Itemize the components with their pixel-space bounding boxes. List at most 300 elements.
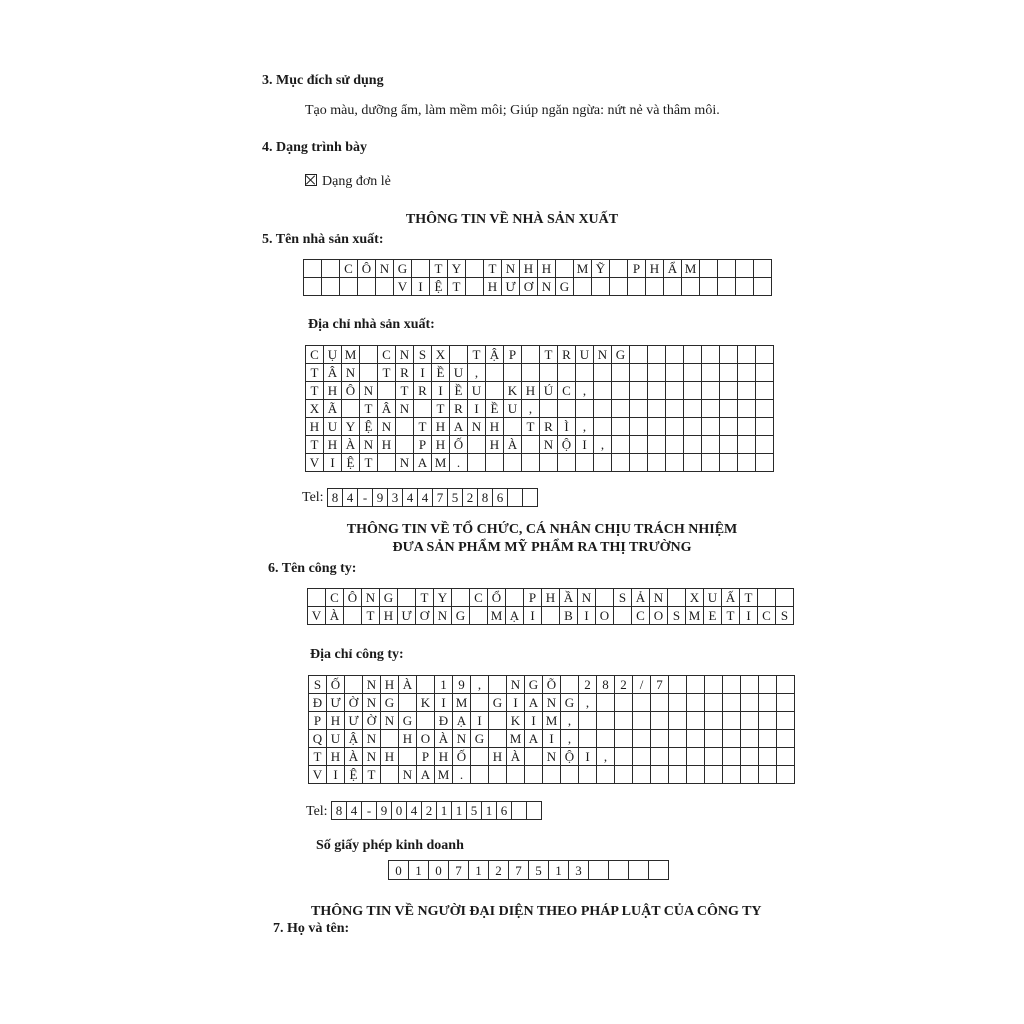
manufacturer-address-cell: [630, 454, 648, 472]
manufacturer-name-cell: G: [556, 278, 574, 296]
manufacturer-address-cell: [738, 382, 756, 400]
manufacturer-address-cell: [396, 436, 414, 454]
manufacturer-address-cell: [540, 364, 558, 382]
company-address-cell: H: [381, 748, 399, 766]
company-name-cell: T: [416, 589, 434, 607]
manufacturer-tel-cell: 4: [418, 489, 433, 507]
manufacturer-address-cell: [558, 400, 576, 418]
manufacturer-name-cell: [718, 260, 736, 278]
company-address-cell: ,: [561, 712, 579, 730]
manufacturer-tel-cell: 6: [493, 489, 508, 507]
company-address-cell: [525, 748, 543, 766]
manufacturer-address-cell: Â: [378, 400, 396, 418]
manufacturer-address-cell: T: [414, 418, 432, 436]
company-address-cell: [597, 712, 615, 730]
company-name-cell: [452, 589, 470, 607]
company-address-cell: [615, 730, 633, 748]
company-name-cell: S: [668, 607, 686, 625]
company-address-cell: N: [363, 676, 381, 694]
company-name-cell: Ư: [398, 607, 416, 625]
business-license-cell: [589, 861, 609, 880]
company-address-cell: [417, 712, 435, 730]
company-address-cell: [579, 730, 597, 748]
manufacturer-address-cell: [486, 454, 504, 472]
manufacturer-address-cell: [648, 400, 666, 418]
manufacturer-address-cell: U: [576, 346, 594, 364]
manufacturer-address-cell: V: [306, 454, 324, 472]
manufacturer-address-cell: [648, 382, 666, 400]
company-address-cell: M: [543, 712, 561, 730]
company-address-cell: 9: [453, 676, 471, 694]
company-address-cell: Đ: [435, 712, 453, 730]
company-address-cell: [615, 694, 633, 712]
company-address-cell: [633, 730, 651, 748]
company-address-cell: [759, 712, 777, 730]
manufacturer-name-cell: [628, 278, 646, 296]
company-address-cell: 2: [615, 676, 633, 694]
company-name-cell: Ô: [344, 589, 362, 607]
manufacturer-address-row: [306, 382, 774, 400]
manufacturer-name-row: [304, 260, 772, 278]
company-address-cell: H: [399, 730, 417, 748]
company-address-cell: [705, 730, 723, 748]
manufacturer-address-cell: [360, 364, 378, 382]
company-address-cell: [651, 730, 669, 748]
manufacturer-address-cell: U: [450, 364, 468, 382]
manufacturer-address-cell: [468, 454, 486, 472]
manufacturer-address-cell: N: [468, 418, 486, 436]
manufacturer-name-cell: P: [628, 260, 646, 278]
manufacturer-tel-cell: [508, 489, 523, 507]
manufacturer-address-cell: N: [540, 436, 558, 454]
manufacturer-address-cell: [756, 454, 774, 472]
manufacturer-address-cell: [756, 382, 774, 400]
company-address-cell: G: [561, 694, 579, 712]
company-name-cell: [668, 589, 686, 607]
company-name-cell: T: [722, 607, 740, 625]
company-name-cell: [596, 589, 614, 607]
company-address-cell: [777, 694, 795, 712]
company-tel-cell: 1: [482, 802, 497, 820]
company-address-row: [309, 766, 795, 784]
company-address-cell: 1: [435, 676, 453, 694]
company-name-cell: I: [524, 607, 542, 625]
manufacturer-address-cell: G: [612, 346, 630, 364]
manufacturer-address-cell: [612, 400, 630, 418]
manufacturer-name-cell: C: [340, 260, 358, 278]
manufacturer-address-cell: T: [360, 400, 378, 418]
manufacturer-tel-cell: 3: [388, 489, 403, 507]
manufacturer-address-row: [306, 436, 774, 454]
company-name-cell: O: [596, 607, 614, 625]
company-address-cell: N: [399, 766, 417, 784]
manufacturer-address-cell: T: [306, 364, 324, 382]
company-tel-cell: 8: [332, 802, 347, 820]
company-address-cell: Đ: [309, 694, 327, 712]
manufacturer-address-cell: [720, 436, 738, 454]
manufacturer-address-cell: [684, 418, 702, 436]
company-address-cell: À: [345, 748, 363, 766]
company-name-cell: [470, 607, 488, 625]
manufacturer-address-cell: I: [468, 400, 486, 418]
business-license-cell: 1: [409, 861, 429, 880]
company-address-cell: [345, 676, 363, 694]
manufacturer-address-cell: [630, 382, 648, 400]
company-address-cell: [669, 694, 687, 712]
company-address-cell: ,: [471, 676, 489, 694]
company-address-cell: H: [327, 748, 345, 766]
manufacturer-address-cell: Y: [342, 418, 360, 436]
company-address-cell: .: [453, 766, 471, 784]
manufacturer-tel-cell: [523, 489, 538, 507]
manufacturer-section-title: THÔNG TIN VỀ NHÀ SẢN XUẤT: [405, 212, 619, 227]
company-address-cell: [777, 766, 795, 784]
manufacturer-address-cell: [594, 400, 612, 418]
company-address-row: [309, 730, 795, 748]
manufacturer-address-cell: Ô: [342, 382, 360, 400]
business-license-cell: [629, 861, 649, 880]
manufacturer-address-cell: Ố: [450, 436, 468, 454]
company-address-cell: Q: [309, 730, 327, 748]
manufacturer-address-cell: [756, 364, 774, 382]
company-address-cell: N: [363, 748, 381, 766]
manufacturer-address-cell: R: [396, 364, 414, 382]
manufacturer-address-cell: Ụ: [324, 346, 342, 364]
company-address-cell: I: [327, 766, 345, 784]
manufacturer-address-cell: [504, 364, 522, 382]
manufacturer-address-cell: [612, 418, 630, 436]
company-address-cell: [615, 748, 633, 766]
company-tel-cell: [527, 802, 542, 820]
manufacturer-name-cell: N: [376, 260, 394, 278]
manufacturer-name-cell: [466, 260, 484, 278]
manufacturer-address-cell: T: [378, 364, 396, 382]
manufacturer-address-cell: [666, 454, 684, 472]
company-address-cell: [489, 712, 507, 730]
manufacturer-address-cell: T: [522, 418, 540, 436]
company-address-cell: [705, 748, 723, 766]
manufacturer-address-cell: T: [360, 454, 378, 472]
company-address-row: [309, 694, 795, 712]
manufacturer-address-cell: [702, 382, 720, 400]
company-tel-row: [332, 802, 542, 820]
presentation-option-label: Dạng đơn lẻ: [322, 174, 391, 189]
company-address-cell: [489, 766, 507, 784]
company-address-cell: [561, 676, 579, 694]
manufacturer-address-cell: À: [504, 436, 522, 454]
company-address-cell: I: [507, 694, 525, 712]
manufacturer-address-cell: [684, 436, 702, 454]
company-name-row: [308, 589, 794, 607]
company-address-cell: [507, 766, 525, 784]
company-address-cell: 2: [579, 676, 597, 694]
manufacturer-address-cell: [342, 400, 360, 418]
manufacturer-address-cell: H: [432, 436, 450, 454]
company-address-cell: [687, 730, 705, 748]
manufacturer-name-cell: [700, 260, 718, 278]
manufacturer-address-cell: [756, 346, 774, 364]
company-address-cell: N: [543, 748, 561, 766]
company-address-cell: [759, 694, 777, 712]
company-address-cell: S: [309, 676, 327, 694]
manufacturer-name-row: [304, 278, 772, 296]
manufacturer-address-cell: [756, 418, 774, 436]
company-name-cell: Ạ: [506, 607, 524, 625]
company-address-cell: [741, 694, 759, 712]
manufacturer-name-cell: [754, 260, 772, 278]
company-name-cell: H: [542, 589, 560, 607]
manufacturer-address-cell: [522, 364, 540, 382]
company-address-cell: [777, 712, 795, 730]
manufacturer-name-cell: [610, 278, 628, 296]
manufacturer-name-cell: [610, 260, 628, 278]
company-name-cell: [398, 589, 416, 607]
manufacturer-address-cell: [684, 346, 702, 364]
company-name-cell: T: [740, 589, 758, 607]
company-tel-cell: 5: [467, 802, 482, 820]
company-address-cell: [669, 676, 687, 694]
company-address-cell: [525, 766, 543, 784]
company-tel-cell: 1: [452, 802, 467, 820]
company-name-cell: S: [614, 589, 632, 607]
manufacturer-address-cell: Ề: [450, 382, 468, 400]
manufacturer-address-row: [306, 418, 774, 436]
manufacturer-name-cell: [736, 278, 754, 296]
company-address-row: [309, 712, 795, 730]
manufacturer-address-cell: [378, 454, 396, 472]
manufacturer-name-cell: [304, 278, 322, 296]
company-address-cell: À: [399, 676, 417, 694]
company-section-title-line2: ĐƯA SẢN PHẨM MỸ PHẨM RA THỊ TRƯỜNG: [392, 540, 692, 555]
manufacturer-tel-grid: [327, 488, 538, 507]
manufacturer-address-cell: [504, 454, 522, 472]
manufacturer-name-cell: [682, 278, 700, 296]
manufacturer-name-cell: [574, 278, 592, 296]
company-address-cell: A: [525, 694, 543, 712]
manufacturer-address-cell: U: [504, 400, 522, 418]
company-address-cell: [687, 766, 705, 784]
manufacturer-address-cell: [504, 418, 522, 436]
company-name-cell: I: [578, 607, 596, 625]
manufacturer-address-cell: I: [414, 364, 432, 382]
manufacturer-address-cell: N: [342, 364, 360, 382]
manufacturer-address-cell: H: [378, 436, 396, 454]
manufacturer-name-cell: [754, 278, 772, 296]
company-name-cell: V: [308, 607, 326, 625]
company-address-cell: [705, 712, 723, 730]
manufacturer-tel-cell: 4: [403, 489, 418, 507]
company-address-cell: N: [363, 694, 381, 712]
manufacturer-address-cell: C: [558, 382, 576, 400]
company-tel-cell: 9: [377, 802, 392, 820]
manufacturer-address-cell: ,: [594, 436, 612, 454]
company-address-cell: [741, 712, 759, 730]
company-address-label: Địa chỉ công ty:: [310, 647, 404, 662]
manufacturer-address-cell: H: [522, 382, 540, 400]
manufacturer-address-cell: R: [414, 382, 432, 400]
company-address-cell: [471, 766, 489, 784]
manufacturer-address-cell: [486, 382, 504, 400]
company-address-cell: N: [381, 712, 399, 730]
manufacturer-address-cell: [612, 454, 630, 472]
manufacturer-name-cell: [556, 260, 574, 278]
company-name-cell: N: [434, 607, 452, 625]
manufacturer-address-cell: T: [396, 382, 414, 400]
manufacturer-name-cell: Ẩ: [664, 260, 682, 278]
business-license-cell: 2: [489, 861, 509, 880]
business-license-cell: 0: [389, 861, 409, 880]
company-address-cell: [417, 676, 435, 694]
company-address-cell: I: [525, 712, 543, 730]
manufacturer-address-cell: K: [504, 382, 522, 400]
manufacturer-address-cell: Ệ: [342, 454, 360, 472]
company-address-cell: [723, 748, 741, 766]
section-7-heading: 7. Họ và tên:: [273, 921, 350, 936]
manufacturer-address-cell: P: [504, 346, 522, 364]
manufacturer-address-cell: [630, 364, 648, 382]
manufacturer-address-cell: [576, 454, 594, 472]
company-address-cell: [723, 730, 741, 748]
manufacturer-address-cell: [702, 454, 720, 472]
company-name-cell: Ổ: [488, 589, 506, 607]
company-address-cell: [597, 766, 615, 784]
business-license-cell: 7: [509, 861, 529, 880]
manufacturer-address-cell: [756, 436, 774, 454]
manufacturer-address-cell: H: [486, 418, 504, 436]
company-address-cell: [741, 766, 759, 784]
business-license-cell: 0: [429, 861, 449, 880]
company-name-cell: [614, 607, 632, 625]
company-address-grid: [308, 675, 795, 784]
company-name-cell: [776, 589, 794, 607]
company-name-cell: G: [380, 589, 398, 607]
company-address-cell: I: [435, 694, 453, 712]
company-address-cell: [723, 766, 741, 784]
manufacturer-address-cell: I: [576, 436, 594, 454]
manufacturer-address-cell: [738, 418, 756, 436]
company-address-cell: N: [543, 694, 561, 712]
manufacturer-name-cell: M: [682, 260, 700, 278]
manufacturer-name-cell: T: [430, 260, 448, 278]
checkbox-checked-icon[interactable]: [305, 174, 317, 186]
company-address-cell: [669, 712, 687, 730]
manufacturer-name-cell: [340, 278, 358, 296]
manufacturer-address-cell: [648, 364, 666, 382]
manufacturer-address-cell: [666, 346, 684, 364]
company-address-cell: I: [543, 730, 561, 748]
company-address-cell: Ư: [345, 712, 363, 730]
company-name-cell: [506, 589, 524, 607]
manufacturer-address-cell: [630, 436, 648, 454]
manufacturer-name-cell: H: [520, 260, 538, 278]
manufacturer-address-cell: [666, 364, 684, 382]
manufacturer-tel-cell: 4: [343, 489, 358, 507]
purpose-text: Tạo màu, dưỡng ẩm, làm mềm môi; Giúp ngăn ngừa: nứt nẻ và thâm môi.: [305, 103, 720, 118]
manufacturer-address-cell: [702, 346, 720, 364]
manufacturer-address-cell: [612, 364, 630, 382]
manufacturer-name-cell: [700, 278, 718, 296]
manufacturer-address-cell: ,: [468, 364, 486, 382]
manufacturer-address-cell: [630, 400, 648, 418]
manufacturer-address-cell: T: [540, 346, 558, 364]
business-license-cell: 3: [569, 861, 589, 880]
manufacturer-address-cell: C: [306, 346, 324, 364]
company-name-cell: Ả: [632, 589, 650, 607]
company-name-cell: B: [560, 607, 578, 625]
business-license-cell: [649, 861, 669, 880]
business-license-label: Số giấy phép kinh doanh: [316, 838, 464, 853]
company-address-cell: N: [363, 730, 381, 748]
company-address-cell: [615, 712, 633, 730]
company-name-cell: I: [740, 607, 758, 625]
section-5-heading: 5. Tên nhà sản xuất:: [262, 232, 384, 247]
manufacturer-address-cell: [684, 454, 702, 472]
manufacturer-address-cell: A: [414, 454, 432, 472]
manufacturer-address-cell: [576, 364, 594, 382]
company-tel-cell: 6: [497, 802, 512, 820]
manufacturer-address-cell: [486, 364, 504, 382]
manufacturer-name-cell: H: [538, 260, 556, 278]
manufacturer-address-cell: [648, 454, 666, 472]
company-address-cell: À: [507, 748, 525, 766]
presentation-option[interactable]: [305, 174, 391, 189]
manufacturer-name-cell: [736, 260, 754, 278]
company-address-cell: G: [381, 694, 399, 712]
manufacturer-tel-cell: 8: [478, 489, 493, 507]
company-address-cell: G: [489, 694, 507, 712]
manufacturer-address-cell: T: [468, 346, 486, 364]
manufacturer-address-row: [306, 454, 774, 472]
company-address-cell: [471, 748, 489, 766]
company-name-cell: M: [488, 607, 506, 625]
company-name-cell: [758, 589, 776, 607]
manufacturer-address-cell: [576, 400, 594, 418]
manufacturer-address-cell: [360, 346, 378, 364]
company-address-cell: I: [471, 712, 489, 730]
company-address-cell: Ư: [327, 694, 345, 712]
manufacturer-address-cell: [720, 454, 738, 472]
manufacturer-address-cell: [720, 382, 738, 400]
manufacturer-address-cell: [738, 346, 756, 364]
manufacturer-address-cell: R: [558, 346, 576, 364]
manufacturer-name-cell: [718, 278, 736, 296]
company-name-cell: [308, 589, 326, 607]
company-address-cell: N: [507, 676, 525, 694]
company-name-cell: U: [704, 589, 722, 607]
company-name-cell: C: [632, 607, 650, 625]
manufacturer-name-cell: Ơ: [520, 278, 538, 296]
manufacturer-address-cell: [522, 454, 540, 472]
company-name-cell: Ầ: [560, 589, 578, 607]
company-address-cell: [687, 712, 705, 730]
company-address-cell: [651, 712, 669, 730]
manufacturer-address-grid: [305, 345, 774, 472]
company-address-cell: G: [525, 676, 543, 694]
company-address-cell: [633, 766, 651, 784]
manufacturer-address-cell: [594, 454, 612, 472]
manufacturer-name-cell: [322, 278, 340, 296]
company-address-cell: [669, 748, 687, 766]
company-address-cell: M: [507, 730, 525, 748]
company-address-cell: Ờ: [345, 694, 363, 712]
manufacturer-address-cell: H: [486, 436, 504, 454]
company-address-cell: [651, 766, 669, 784]
company-address-cell: H: [489, 748, 507, 766]
manufacturer-name-cell: Ệ: [430, 278, 448, 296]
company-address-cell: K: [507, 712, 525, 730]
manufacturer-address-cell: T: [306, 436, 324, 454]
manufacturer-address-cell: [738, 364, 756, 382]
